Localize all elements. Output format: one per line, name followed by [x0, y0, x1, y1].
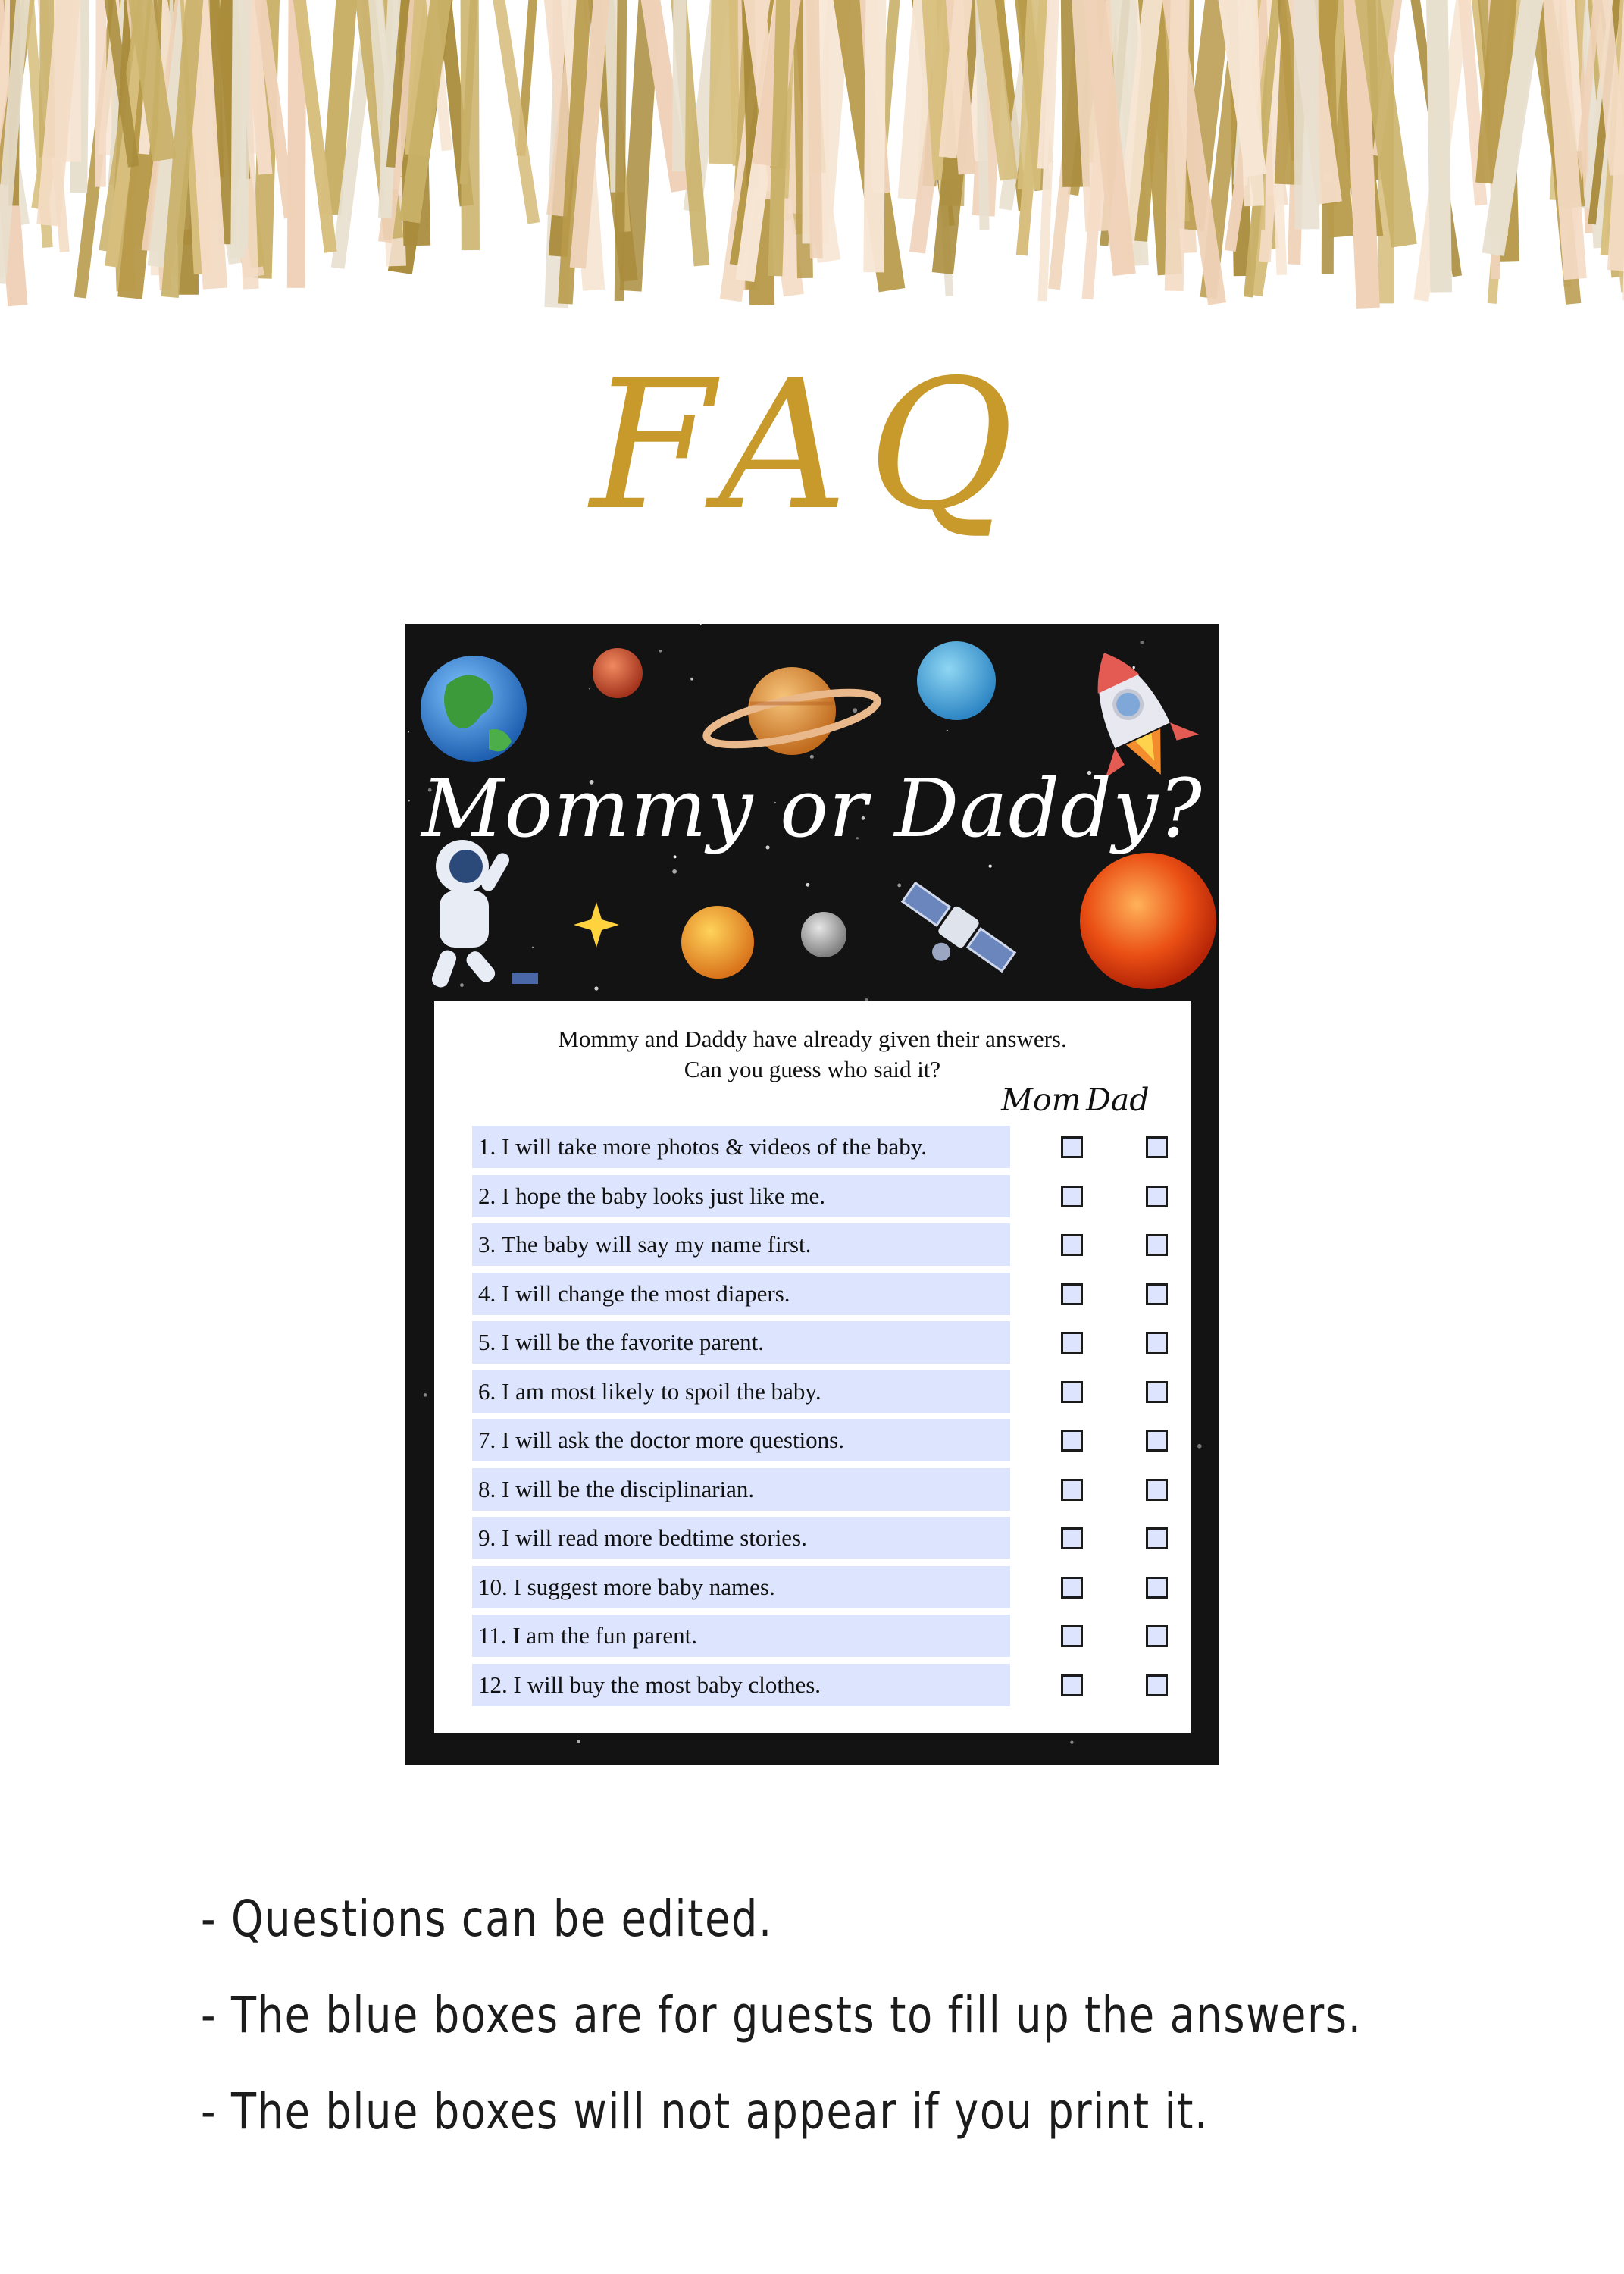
mom-answer-checkbox[interactable] [1061, 1577, 1083, 1599]
card-title: Mommy or Daddy? [421, 762, 1203, 855]
question-panel [434, 1001, 1191, 1733]
mars-icon [593, 648, 643, 698]
dad-answer-checkbox[interactable] [1146, 1527, 1168, 1549]
dad-answer-checkbox[interactable] [1146, 1674, 1168, 1696]
question-text: 9. I will read more bedtime stories. [472, 1517, 1010, 1559]
question-text: 11. I am the fun parent. [472, 1615, 1010, 1657]
mom-answer-checkbox[interactable] [1061, 1332, 1083, 1354]
intro-line-1: Mommy and Daddy have already given their answers. [558, 1026, 1067, 1052]
question-text: 4. I will change the most diapers. [472, 1273, 1010, 1315]
faq-notes [201, 1871, 1610, 2160]
column-header-mom: Mom [1001, 1082, 1081, 1118]
mom-answer-checkbox[interactable] [1061, 1234, 1083, 1256]
faq-note: - The blue boxes are for guests to fill up the answers. [201, 1986, 1363, 2044]
mom-answer-checkbox[interactable] [1061, 1527, 1083, 1549]
question-row [472, 1223, 1169, 1273]
question-text: 6. I am most likely to spoil the baby. [472, 1370, 1010, 1413]
question-text: 8. I will be the disciplinarian. [472, 1468, 1010, 1511]
question-text: 7. I will ask the doctor more questions. [472, 1419, 1010, 1461]
question-row [472, 1370, 1169, 1420]
dad-answer-checkbox[interactable] [1146, 1186, 1168, 1207]
mom-answer-checkbox[interactable] [1061, 1674, 1083, 1696]
mom-answer-checkbox[interactable] [1061, 1381, 1083, 1403]
faq-note: - Questions can be edited. [201, 1890, 773, 1948]
question-text: 3. The baby will say my name first. [472, 1223, 1010, 1266]
mom-answer-checkbox[interactable] [1061, 1430, 1083, 1452]
column-header-dad: Dad [1086, 1082, 1150, 1118]
question-row [472, 1321, 1169, 1370]
question-row [472, 1566, 1169, 1615]
moon-icon [801, 912, 846, 957]
dad-answer-checkbox[interactable] [1146, 1381, 1168, 1403]
dad-answer-checkbox[interactable] [1146, 1283, 1168, 1305]
question-row [472, 1615, 1169, 1664]
dad-answer-checkbox[interactable] [1146, 1625, 1168, 1647]
astronaut-icon [430, 840, 538, 989]
dad-answer-checkbox[interactable] [1146, 1577, 1168, 1599]
intro-text [434, 1024, 1191, 1085]
mom-answer-checkbox[interactable] [1061, 1625, 1083, 1647]
question-list [472, 1126, 1169, 1712]
intro-line-2: Can you guess who said it? [684, 1056, 941, 1082]
question-row [472, 1273, 1169, 1322]
question-text: 12. I will buy the most baby clothes. [472, 1664, 1010, 1706]
question-row [472, 1175, 1169, 1224]
dad-answer-checkbox[interactable] [1146, 1234, 1168, 1256]
question-text: 10. I suggest more baby names. [472, 1566, 1010, 1608]
mom-answer-checkbox[interactable] [1061, 1186, 1083, 1207]
sun-icon [1080, 853, 1216, 989]
dad-answer-checkbox[interactable] [1146, 1430, 1168, 1452]
neptune-icon [917, 641, 996, 720]
question-row [472, 1664, 1169, 1713]
question-row [472, 1517, 1169, 1566]
question-row [472, 1419, 1169, 1468]
venus-icon [681, 906, 754, 979]
question-text: 2. I hope the baby looks just like me. [472, 1175, 1010, 1217]
question-row [472, 1126, 1169, 1175]
faq-heading: FAQ [590, 341, 1034, 550]
printable-game-card [405, 624, 1219, 1765]
mom-answer-checkbox[interactable] [1061, 1283, 1083, 1305]
star-icon [574, 902, 619, 948]
mom-answer-checkbox[interactable] [1061, 1136, 1083, 1158]
dad-answer-checkbox[interactable] [1146, 1136, 1168, 1158]
dad-answer-checkbox[interactable] [1146, 1332, 1168, 1354]
question-text: 5. I will be the favorite parent. [472, 1321, 1010, 1364]
dad-answer-checkbox[interactable] [1146, 1479, 1168, 1501]
mom-answer-checkbox[interactable] [1061, 1479, 1083, 1501]
earth-icon [421, 656, 527, 762]
satellite-icon [887, 879, 1019, 994]
question-text: 1. I will take more photos & videos of the baby. [472, 1126, 1010, 1168]
question-row [472, 1468, 1169, 1518]
faq-note: - The blue boxes will not appear if you print it. [201, 2082, 1209, 2141]
tassel-garland [0, 0, 1624, 334]
